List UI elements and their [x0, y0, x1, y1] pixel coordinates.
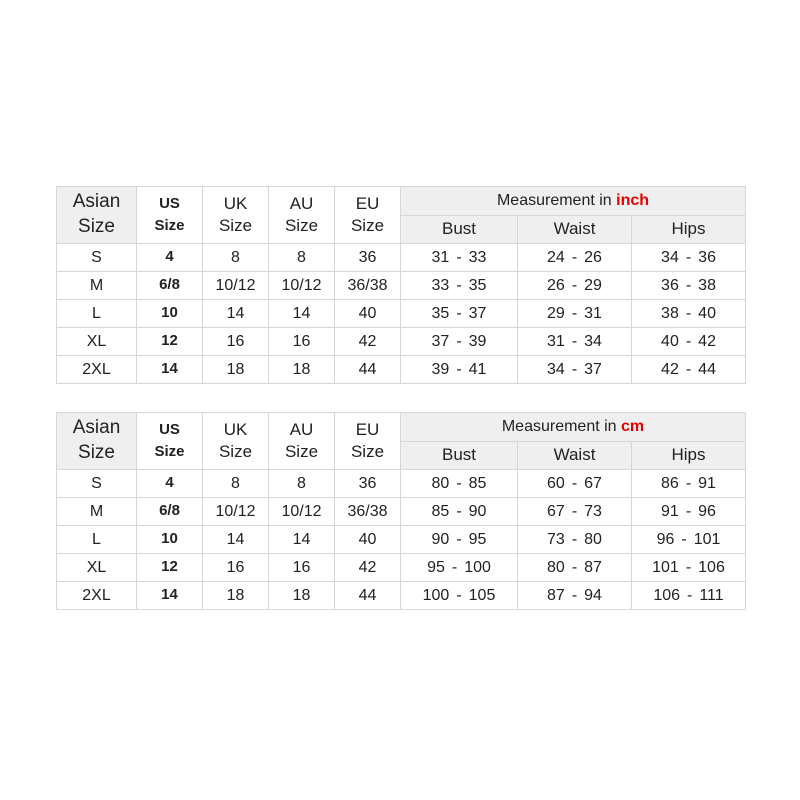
range-separator: - — [685, 304, 692, 322]
us-size-cell: 6/8 — [137, 272, 203, 300]
au-size-cell: 8 — [269, 244, 335, 272]
waist-range-cell — [518, 244, 632, 272]
hips-min: 86 — [661, 474, 679, 492]
uk-size-cell: 16 — [203, 554, 269, 582]
us-size-cell: 12 — [137, 554, 203, 582]
waist-range-cell — [518, 300, 632, 328]
range-separator: - — [451, 558, 458, 576]
waist-range-cell — [518, 582, 632, 610]
range-separator: - — [456, 360, 462, 378]
waist-max: 67 — [584, 474, 602, 492]
waist-max: 87 — [584, 558, 602, 576]
uk-size-header: UK Size — [203, 187, 269, 244]
waist-max: 26 — [584, 248, 602, 266]
bust-max: 37 — [468, 304, 487, 322]
bust-min: 35 — [431, 304, 450, 322]
hips-header: Hips — [632, 442, 746, 470]
eu-size-header: EU Size — [335, 187, 401, 244]
uk-size-cell: 10/12 — [203, 498, 269, 526]
waist-min: 60 — [547, 474, 565, 492]
bust-range-cell — [401, 244, 518, 272]
range-separator: - — [456, 586, 462, 604]
hips-range-cell — [632, 300, 746, 328]
bust-range-cell — [401, 272, 518, 300]
eu-size-cell: 44 — [335, 582, 401, 610]
au-size-cell: 10/12 — [269, 498, 335, 526]
range-separator: - — [571, 586, 578, 604]
bust-min: 39 — [431, 360, 450, 378]
eu-size-cell: 36/38 — [335, 272, 401, 300]
range-separator: - — [687, 586, 693, 604]
table-row — [57, 554, 746, 582]
hips-min: 101 — [652, 558, 679, 576]
bust-min: 33 — [431, 276, 450, 294]
bust-max: 39 — [468, 332, 487, 350]
eu-size-cell: 44 — [335, 356, 401, 384]
range-separator: - — [685, 332, 692, 350]
range-separator: - — [685, 248, 692, 266]
au-size-cell: 8 — [269, 470, 335, 498]
bust-max: 105 — [468, 586, 496, 604]
bust-max: 90 — [468, 502, 487, 520]
hips-range-cell — [632, 470, 746, 498]
hips-max: 101 — [693, 530, 721, 548]
uk-size-cell: 18 — [203, 356, 269, 384]
hips-range-cell — [632, 526, 746, 554]
range-separator: - — [571, 530, 578, 548]
asian-size-cell: S — [57, 244, 137, 272]
uk-size-cell: 14 — [203, 526, 269, 554]
hips-max: 38 — [698, 276, 716, 294]
waist-range-cell — [518, 356, 632, 384]
table-row — [57, 470, 746, 498]
uk-size-cell: 14 — [203, 300, 269, 328]
hips-range-cell — [632, 554, 746, 582]
eu-size-cell: 42 — [335, 554, 401, 582]
waist-range-cell — [518, 328, 632, 356]
unit-label: inch — [616, 192, 650, 210]
bust-range-cell — [401, 498, 518, 526]
range-separator: - — [571, 502, 578, 520]
bust-min: 80 — [431, 474, 450, 492]
us-size-cell: 10 — [137, 526, 203, 554]
eu-size-cell: 40 — [335, 526, 401, 554]
asian-size-cell: M — [57, 498, 137, 526]
table-row — [57, 582, 746, 610]
range-separator: - — [456, 530, 462, 548]
waist-min: 31 — [547, 332, 565, 350]
bust-max: 35 — [468, 276, 487, 294]
us-size-header: US Size — [137, 413, 203, 470]
hips-min: 38 — [661, 304, 679, 322]
au-size-cell: 14 — [269, 300, 335, 328]
us-size-cell: 14 — [137, 356, 203, 384]
hips-max: 36 — [698, 248, 716, 266]
hips-max: 106 — [698, 558, 725, 576]
eu-size-cell: 36/38 — [335, 498, 401, 526]
range-separator: - — [681, 530, 687, 548]
bust-max: 95 — [468, 530, 487, 548]
us-size-cell: 12 — [137, 328, 203, 356]
us-size-cell: 6/8 — [137, 498, 203, 526]
measurement-title: Measurement in inch — [401, 187, 746, 216]
hips-max: 96 — [698, 502, 716, 520]
hips-header: Hips — [632, 216, 746, 244]
eu-size-header: EU Size — [335, 413, 401, 470]
waist-min: 26 — [547, 276, 565, 294]
range-separator: - — [685, 474, 692, 492]
hips-min: 36 — [661, 276, 679, 294]
table-row — [57, 526, 746, 554]
hips-max: 42 — [698, 332, 716, 350]
range-separator: - — [685, 276, 692, 294]
bust-max: 41 — [468, 360, 487, 378]
asian-size-header: Asian Size — [57, 413, 137, 470]
waist-min: 73 — [547, 530, 565, 548]
au-size-cell: 18 — [269, 356, 335, 384]
bust-range-cell — [401, 356, 518, 384]
us-size-cell: 4 — [137, 470, 203, 498]
table-row — [57, 272, 746, 300]
asian-size-cell: XL — [57, 328, 137, 356]
asian-size-cell: S — [57, 470, 137, 498]
table-row — [57, 328, 746, 356]
au-size-header: AU Size — [269, 413, 335, 470]
hips-max: 44 — [698, 360, 716, 378]
waist-min: 67 — [547, 502, 565, 520]
uk-size-cell: 10/12 — [203, 272, 269, 300]
range-separator: - — [456, 248, 462, 266]
range-separator: - — [685, 360, 692, 378]
hips-max: 40 — [698, 304, 716, 322]
uk-size-cell: 16 — [203, 328, 269, 356]
range-separator: - — [456, 332, 462, 350]
waist-min: 29 — [547, 304, 565, 322]
unit-label: cm — [621, 418, 645, 436]
hips-min: 40 — [661, 332, 679, 350]
bust-range-cell — [401, 582, 518, 610]
us-size-header: US Size — [137, 187, 203, 244]
hips-min: 42 — [661, 360, 679, 378]
asian-size-cell: M — [57, 272, 137, 300]
us-size-cell: 14 — [137, 582, 203, 610]
range-separator: - — [456, 502, 462, 520]
bust-range-cell — [401, 470, 518, 498]
waist-max: 34 — [584, 332, 602, 350]
hips-max: 91 — [698, 474, 716, 492]
asian-size-cell: 2XL — [57, 356, 137, 384]
range-separator: - — [685, 502, 692, 520]
bust-range-cell — [401, 300, 518, 328]
asian-size-cell: XL — [57, 554, 137, 582]
hips-range-cell — [632, 272, 746, 300]
range-separator: - — [456, 474, 462, 492]
waist-min: 34 — [547, 360, 565, 378]
bust-range-cell — [401, 554, 518, 582]
waist-range-cell — [518, 498, 632, 526]
au-size-cell: 10/12 — [269, 272, 335, 300]
hips-range-cell — [632, 244, 746, 272]
us-size-cell: 4 — [137, 244, 203, 272]
range-separator: - — [571, 474, 578, 492]
table-row — [57, 300, 746, 328]
range-separator: - — [571, 304, 578, 322]
uk-size-cell: 18 — [203, 582, 269, 610]
bust-range-cell — [401, 526, 518, 554]
asian-size-cell: L — [57, 526, 137, 554]
waist-min: 87 — [547, 586, 565, 604]
eu-size-cell: 36 — [335, 470, 401, 498]
waist-max: 37 — [584, 360, 602, 378]
au-size-cell: 14 — [269, 526, 335, 554]
waist-header: Waist — [518, 442, 632, 470]
bust-min: 100 — [422, 586, 450, 604]
waist-min: 24 — [547, 248, 565, 266]
uk-size-cell: 8 — [203, 244, 269, 272]
asian-size-cell: L — [57, 300, 137, 328]
au-size-cell: 18 — [269, 582, 335, 610]
bust-min: 31 — [431, 248, 450, 266]
bust-min: 90 — [431, 530, 450, 548]
hips-min: 91 — [661, 502, 679, 520]
bust-min: 85 — [431, 502, 450, 520]
table-row — [57, 498, 746, 526]
range-separator: - — [571, 360, 578, 378]
asian-size-header: Asian Size — [57, 187, 137, 244]
bust-header: Bust — [401, 442, 518, 470]
measurement-title: Measurement in cm — [401, 413, 746, 442]
waist-range-cell — [518, 470, 632, 498]
waist-min: 80 — [547, 558, 565, 576]
bust-max: 85 — [468, 474, 487, 492]
hips-range-cell — [632, 328, 746, 356]
size-chart-inch — [56, 186, 746, 384]
waist-header: Waist — [518, 216, 632, 244]
bust-max: 100 — [464, 558, 491, 576]
bust-range-cell — [401, 328, 518, 356]
au-size-cell: 16 — [269, 328, 335, 356]
range-separator: - — [571, 248, 578, 266]
hips-min: 34 — [661, 248, 679, 266]
waist-range-cell — [518, 526, 632, 554]
table-body — [57, 470, 746, 610]
hips-range-cell — [632, 582, 746, 610]
waist-max: 31 — [584, 304, 602, 322]
table-body — [57, 244, 746, 384]
eu-size-cell: 40 — [335, 300, 401, 328]
range-separator: - — [456, 276, 462, 294]
hips-range-cell — [632, 356, 746, 384]
eu-size-cell: 42 — [335, 328, 401, 356]
range-separator: - — [571, 332, 578, 350]
header-row — [57, 187, 746, 216]
range-separator: - — [571, 558, 578, 576]
uk-size-header: UK Size — [203, 413, 269, 470]
waist-range-cell — [518, 554, 632, 582]
hips-range-cell — [632, 498, 746, 526]
waist-max: 29 — [584, 276, 602, 294]
eu-size-cell: 36 — [335, 244, 401, 272]
bust-min: 37 — [431, 332, 450, 350]
hips-max: 111 — [699, 586, 724, 604]
waist-range-cell — [518, 272, 632, 300]
au-size-header: AU Size — [269, 187, 335, 244]
size-chart-cm — [56, 412, 746, 610]
hips-min: 96 — [656, 530, 675, 548]
asian-size-cell: 2XL — [57, 582, 137, 610]
range-separator: - — [685, 558, 692, 576]
bust-header: Bust — [401, 216, 518, 244]
range-separator: - — [571, 276, 578, 294]
table-row — [57, 356, 746, 384]
waist-max: 80 — [584, 530, 602, 548]
bust-max: 33 — [468, 248, 487, 266]
uk-size-cell: 8 — [203, 470, 269, 498]
waist-max: 94 — [584, 586, 602, 604]
au-size-cell: 16 — [269, 554, 335, 582]
hips-min: 106 — [653, 586, 681, 604]
range-separator: - — [456, 304, 462, 322]
table-row — [57, 244, 746, 272]
header-row — [57, 413, 746, 442]
waist-max: 73 — [584, 502, 602, 520]
bust-min: 95 — [427, 558, 445, 576]
us-size-cell: 10 — [137, 300, 203, 328]
